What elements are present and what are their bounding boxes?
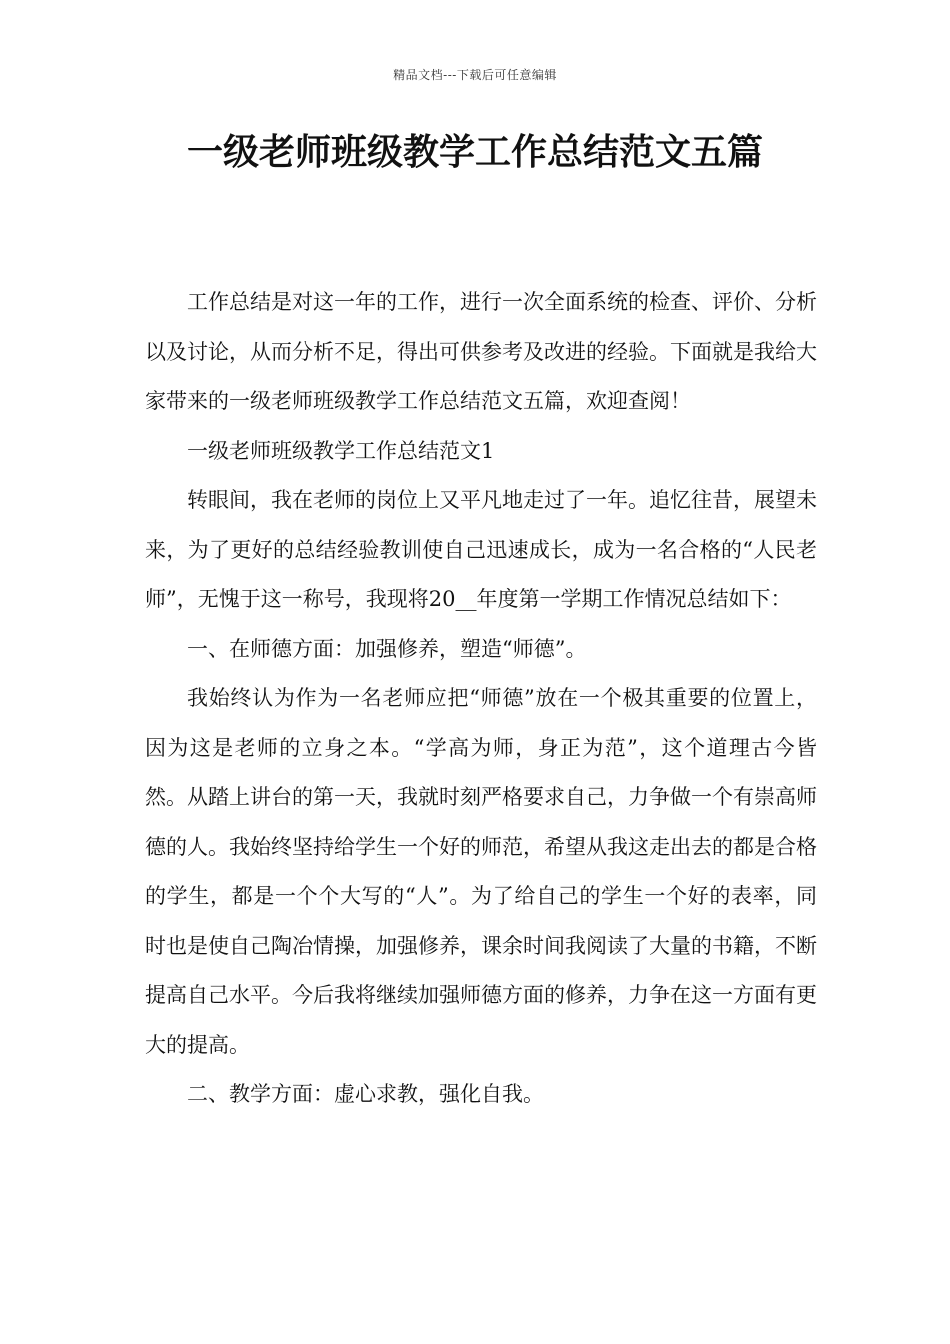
section-heading: 一级老师班级教学工作总结范文1: [187, 438, 495, 463]
subsection-heading: 二、教学方面：虚心求教，强化自我。: [187, 1082, 544, 1106]
document-title: 一级老师班级教学工作总结范文五篇: [186, 132, 763, 173]
body-paragraph: 我始终认为作为一名老师应把“师德”放在一个极其重要的位置上，因为这是老师的立身之本。“学高为师，身正为范”，这个道理古今皆然。从踏上讲台的第一天，我就时刻严格要求自己，力争做一个有崇高师德的人。我始终坚持给学生一个好的师范，希望从我这走出去的都是合格的学生，都是一个个大写的“人”。为了给自己的学生一个好的表率，同时也是使自己陶冶情操，加强修养，课余时间我阅读了大量的书籍，不断提高自己水平。今后我将继续加强师德方面的修养，力争在这一方面有更大的提高。: [145, 686, 817, 1057]
document-body: [145, 278, 817, 1120]
header-note: 精品文档---下载后可任意编辑: [393, 68, 557, 82]
body-paragraph: 转眼间，我在老师的岗位上又平凡地走过了一年。追忆往昔，展望未来，为了更好的总结经验教训使自己迅速成长，成为一名合格的“人民老师”，无愧于这一称号，我现将20__年度第一学期工作情况总结如下：: [145, 488, 817, 611]
subsection-heading: 一、在师德方面：加强修养，塑造“师德”。: [187, 636, 587, 661]
intro-paragraph: 工作总结是对这一年的工作，进行一次全面系统的检查、评价、分析以及讨论，从而分析不足，得出可供参考及改进的经验。下面就是我给大家带来的一级老师班级教学工作总结范文五篇，欢迎查阅！: [145, 290, 817, 413]
